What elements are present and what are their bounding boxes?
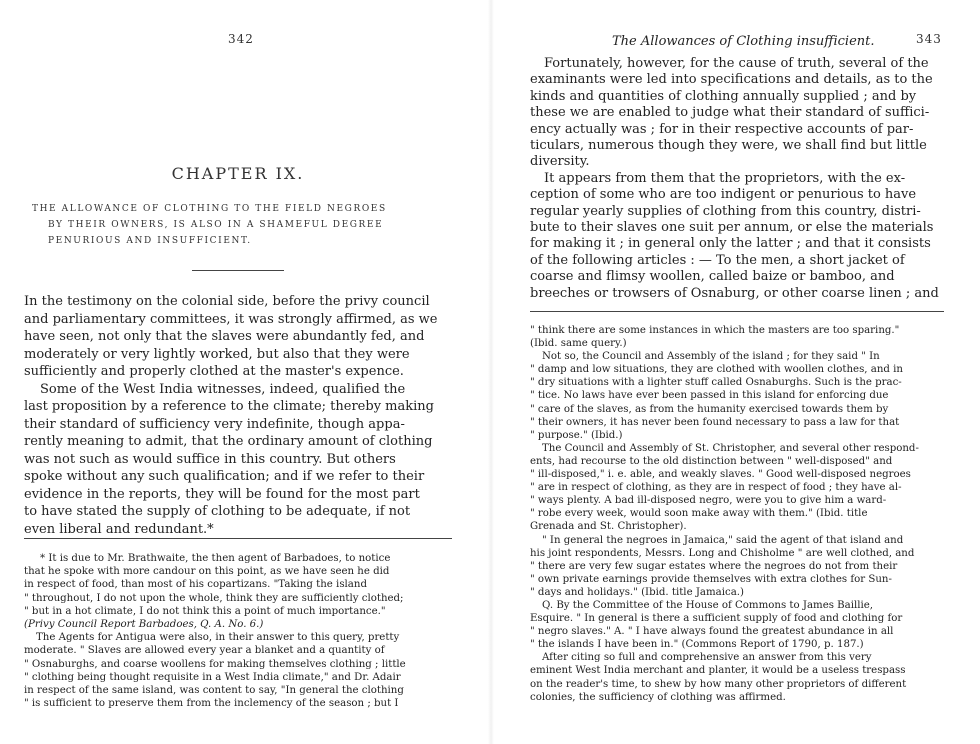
footnote-line: Not so, the Council and Assembly of the island ; for they said " In (542, 351, 880, 363)
text-line: moderately or very lightly worked, but also that they were (24, 346, 410, 362)
text-line: rently meaning to admit, that the ordinary amount of clothing (24, 434, 433, 449)
footnote-line: " think there are some instances in which the masters are too sparing." (530, 325, 900, 336)
footnote-rule (24, 538, 452, 539)
footnote-line: The Council and Assembly of St. Christopher, and several other respond- (542, 442, 919, 454)
text-line: examinants were led into specifications and details, as to the (530, 72, 933, 88)
footnote-line: " purpose." (Ibid.) (530, 429, 623, 441)
text-line: and parliamentary committees, it was strongly affirmed, as we (24, 311, 438, 327)
text-line: sufficiently and properly clothed at the master's expence. (24, 364, 404, 379)
footnote-line: " is sufficient to preserve them from the inclemency of the season ; but I (24, 698, 399, 710)
text-line: kinds and quantities of clothing annually supplied ; and by (530, 88, 917, 104)
text-line: evidence in the reports, they will be found for the most part (24, 486, 420, 502)
footnote-rule (530, 311, 944, 312)
page-number-right: 343 (916, 32, 942, 46)
text-line: breeches or trowsers of Osnaburg, or other coarse linen ; and (530, 285, 939, 301)
footnote-line: that he spoke with more candour on this point, as we have seen he did (24, 566, 390, 578)
footnote-line: After citing so full and comprehensive an answer from this very (542, 652, 872, 664)
footnote-line: Esquire. " In general is there a sufficient supply of food and clothing for (530, 613, 903, 625)
chapter-title: CHAPTER IX. (171, 164, 305, 183)
footnote-line: " days and holidays." (Ibid. title Jamaica.) (530, 586, 744, 598)
text-line: bute to their slaves one suit per annum, or else the materials (530, 220, 934, 236)
right-page (530, 0, 950, 744)
footnote-line: Grenada and St. Christopher). (530, 521, 687, 533)
footnote-line: colonies, the sufficiency of clothing was affirmed. (530, 691, 786, 703)
footnote-line: on the reader's time, to shew by how many other proprietors of different (530, 678, 907, 690)
section-divider (192, 270, 284, 271)
summary-line: PENURIOUS AND INSUFFICIENT. (48, 236, 252, 246)
footnote-line: ents, had recourse to the old distinction between " well-disposed" and (530, 455, 893, 467)
footnote-line: " dry situations with a lighter stuff called Osnaburghs. Such is the prac- (530, 377, 902, 389)
footnote-line: " In general the negroes in Jamaica," said the agent of that island and (542, 534, 904, 546)
text-line: these we are enabled to judge what their standard of suffici- (530, 105, 930, 121)
footnote-line: * It is due to Mr. Brathwaite, the then agent of Barbadoes, to notice (40, 553, 391, 564)
page-number-left: 342 (228, 32, 254, 46)
footnote-line: (Privy Council Report Barbadoes, Q. A. No. 6.) (24, 619, 264, 631)
footnote-line: Q. By the Committee of the House of Commons to James Baillie, (542, 599, 874, 611)
footnote-line: " robe every week, would soon make away with them." (Ibid. title (530, 508, 868, 520)
text-line: diversity. (530, 154, 590, 170)
summary-line: BY THEIR OWNERS, IS ALSO IN A SHAMEFUL DEGREE (48, 220, 384, 230)
footnote-line: " are in respect of clothing, as they are in respect of food ; they have al- (530, 482, 902, 494)
footnote-line: " there are very few sugar estates where the negroes do not from their (530, 560, 898, 572)
summary-line: THE ALLOWANCE OF CLOTHING TO THE FIELD NEGROES (32, 204, 387, 214)
text-line: for making it ; in general only the latter ; and that it consists (530, 236, 931, 252)
text-line: regular yearly supplies of clothing from this country, distri- (530, 203, 921, 219)
footnote-line: " negro slaves." A. " I have always found the greatest abundance in all (530, 626, 894, 638)
footnote-line: " own private earnings provide themselves with extra clothes for Sun- (530, 573, 892, 585)
running-head: The Allowances of Clothing insufficient. (612, 34, 875, 49)
text-line: coarse and flimsy woollen, called baize or bamboo, and (530, 269, 895, 285)
footnote-line: " their owners, it has never been found necessary to pass a law for that (530, 416, 900, 428)
text-line: ency actually was ; for in their respective accounts of par- (530, 121, 914, 137)
text-line: Fortunately, however, for the cause of truth, several of the (544, 56, 929, 71)
footnote-line: in respect of the same island, was content to say, "In general the clothing (24, 685, 404, 697)
footnote-line: " ill-disposed," i. e. able, and weakly slaves. " Good well-disposed negroes (530, 469, 911, 481)
text-line: even liberal and redundant.* (24, 521, 214, 537)
text-line: spoke without any such qualification; and if we refer to their (24, 469, 425, 484)
text-line: In the testimony on the colonial side, before the privy council (24, 294, 430, 309)
text-line: last proposition by a reference to the climate; thereby making (24, 399, 434, 414)
book-gutter (488, 0, 494, 744)
text-line: ception of some who are too indigent or penurious to have (530, 187, 917, 203)
footnote-line: The Agents for Antigua were also, in their answer to this query, pretty (36, 632, 400, 644)
right-body-text (530, 56, 950, 302)
left-page (24, 0, 452, 744)
text-line: Some of the West India witnesses, indeed, qualified the (40, 381, 406, 397)
left-footnotes (24, 552, 452, 710)
footnote-line: in respect of food, than most of his copartizans. "Taking the island (24, 579, 367, 591)
footnote-line: " damp and low situations, they are clothed with woollen clothes, and in (530, 364, 903, 376)
footnote-line: " tice. No laws have ever been passed in this island for enforcing due (530, 390, 889, 402)
footnote-line: " ways plenty. A bad ill-disposed negro, were you to give him a ward- (530, 495, 887, 507)
text-line: to have stated the supply of clothing to be adequate, if not (24, 504, 411, 519)
chapter-summary (32, 201, 446, 249)
footnote-line: moderate. " Slaves are allowed every year a blanket and a quantity of (24, 645, 385, 657)
text-line: It appears from them that the proprietors, with the ex- (544, 170, 906, 186)
footnote-line: eminent West India merchant and planter, it would be a useless trespass (530, 665, 906, 677)
text-line: their standard of sufficiency very indefinite, though appa- (24, 416, 405, 432)
footnote-line: " clothing being thought requisite in a West India climate," and Dr. Adair (24, 671, 401, 683)
text-line: ticulars, numerous though they were, we shall find but little (530, 138, 927, 154)
footnote-line: his joint respondents, Messrs. Long and Chisholme " are well clothed, and (530, 547, 915, 559)
footnote-line: (Ibid. same query.) (530, 338, 627, 350)
footnote-line: " Osnaburghs, and coarse woollens for making themselves clothing ; little (24, 658, 406, 670)
text-line: was not such as would suffice in this country. But others (24, 451, 396, 467)
footnote-line: " the islands I have been in." (Commons Report of 1790, p. 187.) (530, 639, 864, 651)
footnote-line: " care of the slaves, as from the humanity exercised towards them by (530, 403, 889, 415)
right-footnotes (530, 324, 950, 704)
footnote-line: " throughout, I do not upon the whole, think they are sufficiently clothed; (24, 592, 404, 604)
footnote-line: " but in a hot climate, I do not think this a point of much importance." (24, 605, 386, 617)
text-line: have seen, not only that the slaves were abundantly fed, and (24, 329, 425, 344)
left-body-text (24, 293, 452, 538)
text-line: of the following articles : — To the men, a short jacket of (530, 252, 905, 268)
